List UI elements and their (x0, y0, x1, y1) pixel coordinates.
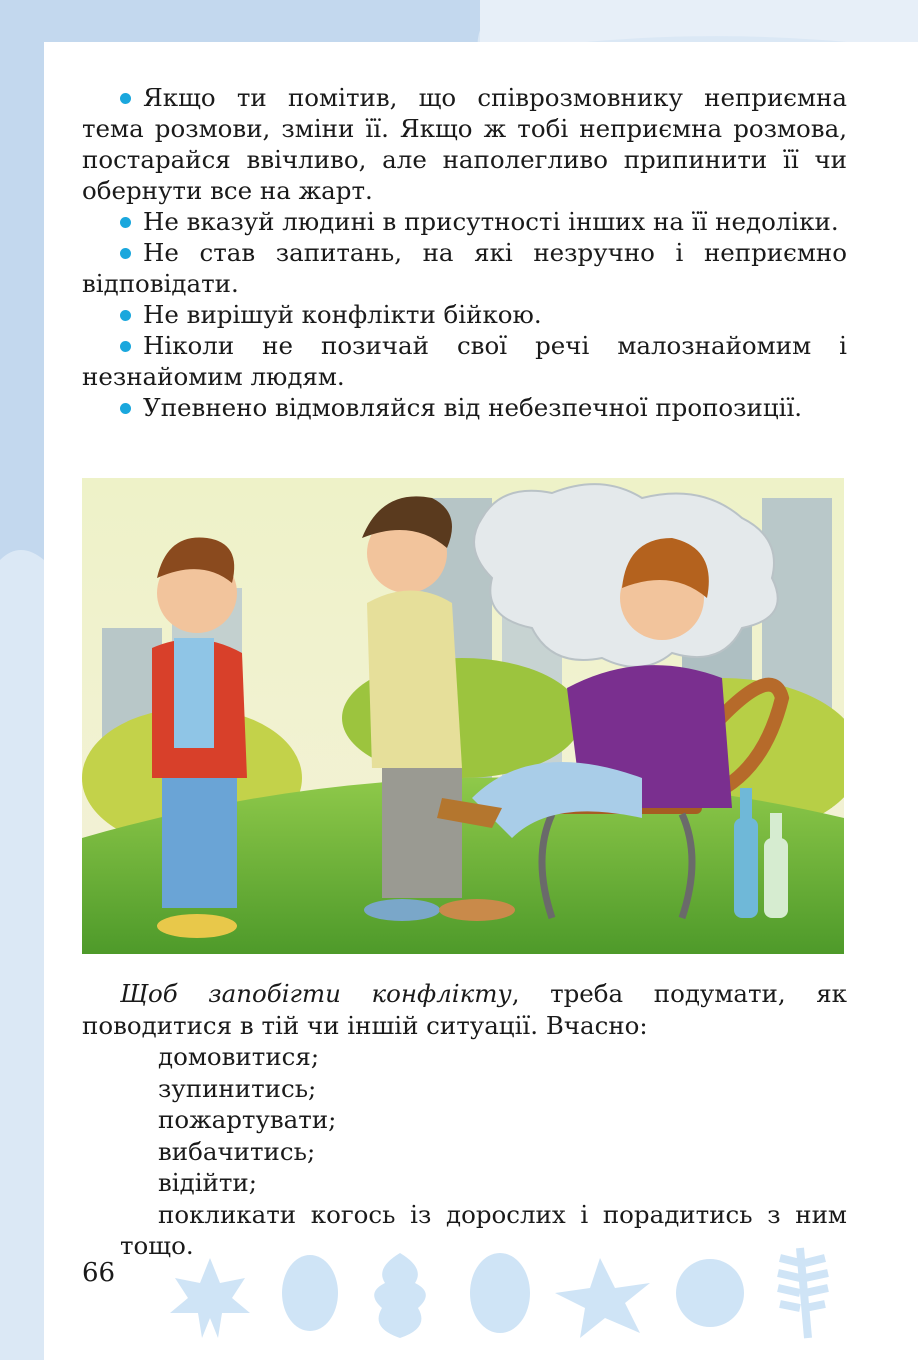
rule-text: Не вирішуй конфлікти бійкою. (143, 300, 542, 329)
illustration-boys-smoking (82, 478, 844, 954)
prevention-intro (82, 978, 847, 1041)
maple-leaf-icon (170, 1258, 250, 1338)
rowan-leaf-icon (778, 1248, 828, 1338)
rule-text: Упевнено відмовляйся від небезпечної пропозиції. (143, 393, 803, 422)
list-item: пожартувати; (158, 1105, 337, 1134)
bullet-icon (120, 341, 131, 352)
list-item: зупинитись; (158, 1073, 317, 1103)
list-item: вибачитись; (158, 1136, 316, 1166)
intro-rest: , треба подумати, як поводитися в тій чи іншій ситуації. Вчасно: (82, 979, 847, 1040)
bullet-icon (120, 403, 131, 414)
rule-item (82, 392, 847, 423)
list-item: домовитися; (158, 1042, 320, 1071)
page-number: 66 (82, 1258, 116, 1288)
rule-item (82, 299, 847, 330)
round-leaf-icon (282, 1255, 338, 1331)
rule-text: Якщо ти помітив, що співрозмовнику неприємна тема розмови, зміни її. Якщо ж тобі неприємна розмова, постарайся ввічливо, але наполегливо припинити її чи обернути все на жарт. (82, 83, 847, 205)
leaf-decoration (160, 1238, 860, 1348)
rule-text: Не вказуй людині в присутності інших на її недоліки. (143, 207, 839, 236)
rule-text: Ніколи не позичай свої речі малознайомим і незнайомим людям. (82, 331, 847, 391)
bullet-icon (120, 248, 131, 259)
rule-text: Не став запитань, на які незручно і неприємно відповідати. (82, 238, 847, 298)
rule-item (82, 82, 847, 206)
rule-item (82, 237, 847, 299)
list-item: покликати когось із дорослих і порадитись з ним тощо. (120, 1199, 847, 1260)
bullet-icon (120, 217, 131, 228)
list-item: відійти; (158, 1168, 258, 1197)
oak-leaf-icon (374, 1253, 426, 1338)
rules-list (82, 82, 847, 423)
bullet-icon (120, 93, 131, 104)
linden-leaf-icon (676, 1259, 744, 1327)
chestnut-leaf-icon (555, 1258, 650, 1338)
rule-item (82, 330, 847, 392)
birch-leaf-icon (470, 1253, 530, 1333)
rule-item (82, 206, 847, 237)
bullet-icon (120, 310, 131, 321)
prevention-section (82, 978, 847, 1262)
intro-italic: Щоб запобігти конфлікту (120, 979, 512, 1008)
